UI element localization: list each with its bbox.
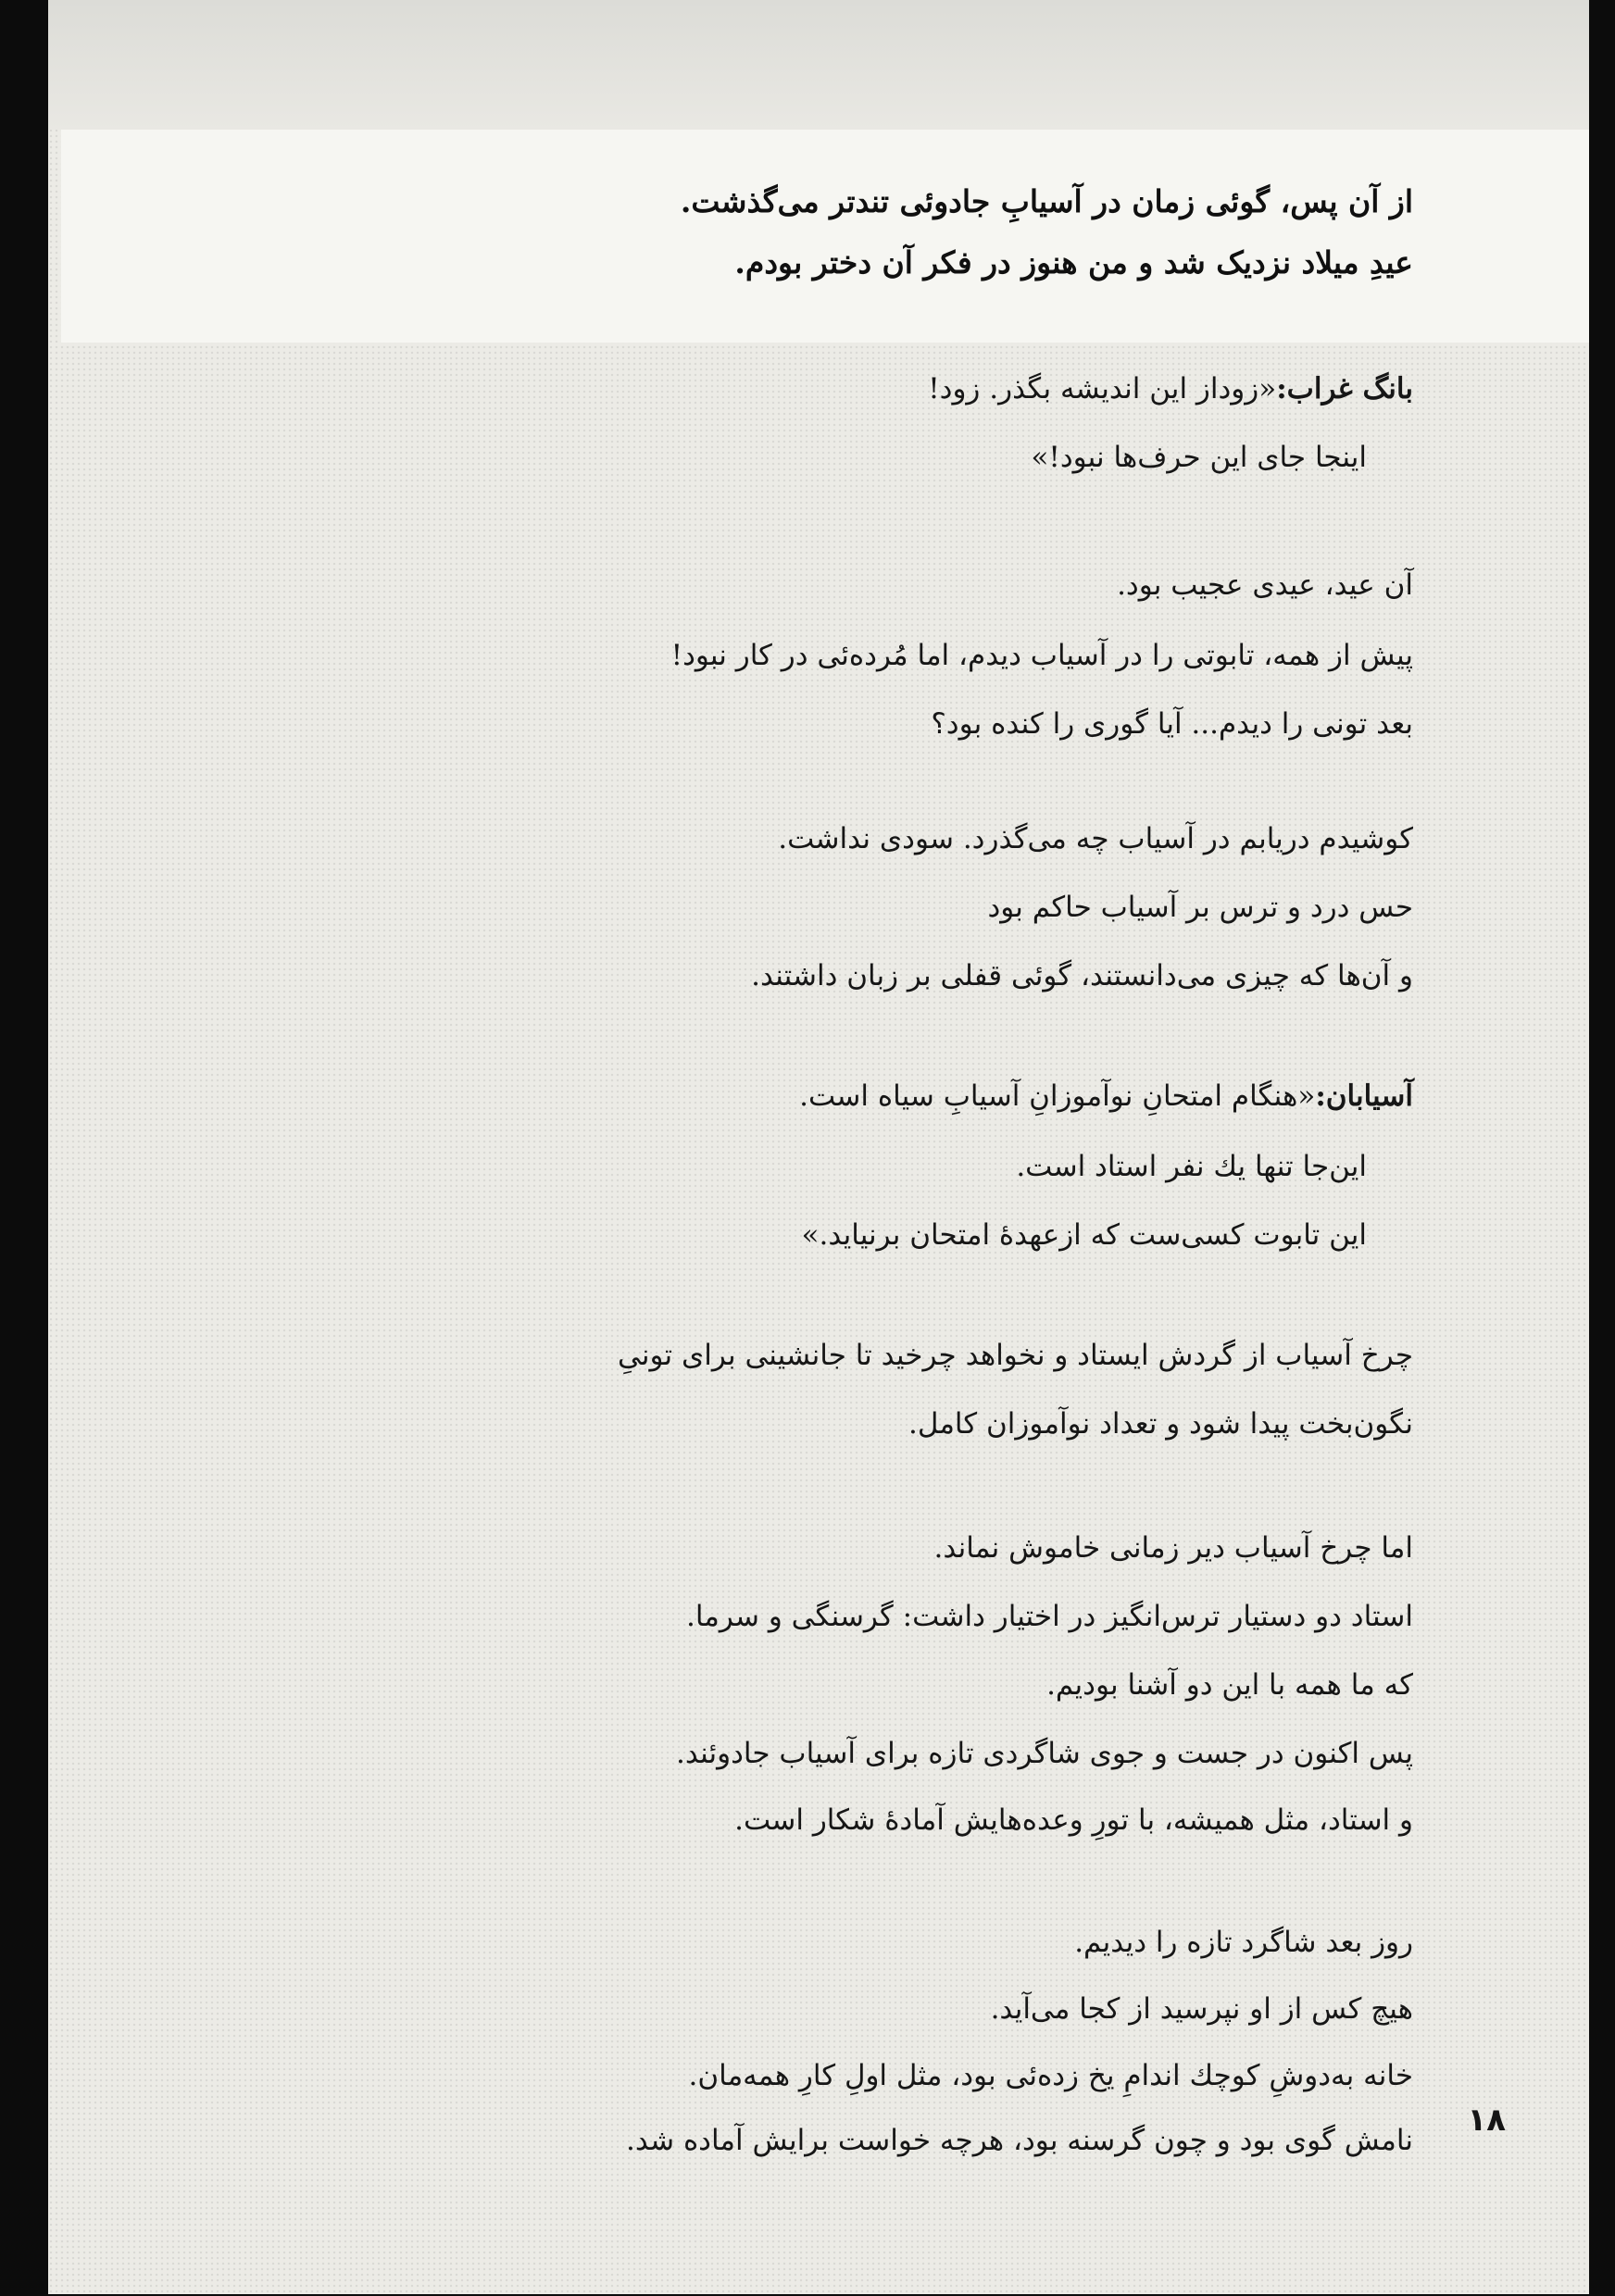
body-line: بعد تونی را دیدم... آیا گوری را کنده بود؟: [931, 707, 1413, 741]
body-line: روز بعد شاگرد تازه را دیدیم.: [1074, 1926, 1413, 1959]
dialogue-line: [799, 1076, 1413, 1117]
intro-line: از آن پس، گوئی زمان در آسیابِ جادوئی تندتر می‌گذشت.: [680, 183, 1413, 219]
speaker-label: بانگ غراب:: [1276, 372, 1413, 406]
dialogue-text: «هنگام امتحانِ نوآموزانِ آسیابِ سیاه است.: [799, 1079, 1316, 1113]
body-line: پس اکنون در جست و جوی شاگردی تازه برای آسیاب جادوئند.: [676, 1737, 1413, 1770]
body-line: که ما همه با این دو آشنا بودیم.: [1046, 1668, 1413, 1702]
dialogue-line: این‌جا تنها یك نفر استاد است.: [1016, 1150, 1367, 1183]
speaker-label: آسیابان:: [1315, 1079, 1413, 1113]
body-line: حس درد و ترس بر آسیاب حاکم بود: [987, 891, 1413, 924]
body-line: و آن‌ها که چیزی می‌دانستند، گوئی قفلی بر زبان داشتند.: [751, 959, 1413, 992]
dialogue-line: [928, 368, 1413, 409]
body-line: اما چرخ آسیاب دیر زمانی خاموش نماند.: [933, 1531, 1413, 1565]
body-line: چرخ آسیاب از گردش ایستاد و نخواهد چرخید تا جانشینی برای تونیِ: [618, 1339, 1413, 1372]
dialogue-text: «زوداز این اندیشه بگذر. زود!: [928, 372, 1277, 406]
dialogue-line: این تابوت کسی‌ست که ازعهدهٔ امتحان برنیاید.»: [801, 1218, 1367, 1252]
body-line: پیش از همه، تابوتی را در آسیاب دیدم، اما مُرده‌ئی در کار نبود!: [670, 639, 1413, 672]
body-line: استاد دو دستیار ترس‌انگیز در اختیار داشت: گرسنگی و سرما.: [685, 1600, 1413, 1633]
body-line: خانه به‌دوشِ کوچك اندامِ یخ زده‌ئی بود، مثل اولِ کارِ همه‌مان.: [688, 2059, 1413, 2092]
body-line: هیچ کس از او نپرسید از کجا می‌آید.: [990, 1992, 1413, 2026]
intro-line: عیدِ میلاد نزدیک شد و من هنوز در فکر آن دختر بودم.: [734, 244, 1413, 281]
body-line: نامش گوی بود و چون گرسنه بود، هرچه خواست برایش آماده شد.: [625, 2124, 1413, 2157]
dialogue-line: اینجا جای این حرف‌ها نبود!»: [1031, 441, 1367, 474]
body-line: و استاد، مثل همیشه، با تورِ وعده‌هایش آمادهٔ شکار است.: [734, 1803, 1413, 1837]
body-line: کوشیدم دریابم در آسیاب چه می‌گذرد. سودی نداشت.: [778, 822, 1413, 855]
body-line: آن عید، عیدی عجیب بود.: [1117, 568, 1413, 602]
page-number: ۱۸: [1467, 2102, 1506, 2139]
body-line: نگون‌بخت پیدا شود و تعداد نوآموزان کامل.: [908, 1407, 1413, 1441]
book-page: [48, 0, 1589, 2294]
page-text: [48, 0, 1589, 2294]
